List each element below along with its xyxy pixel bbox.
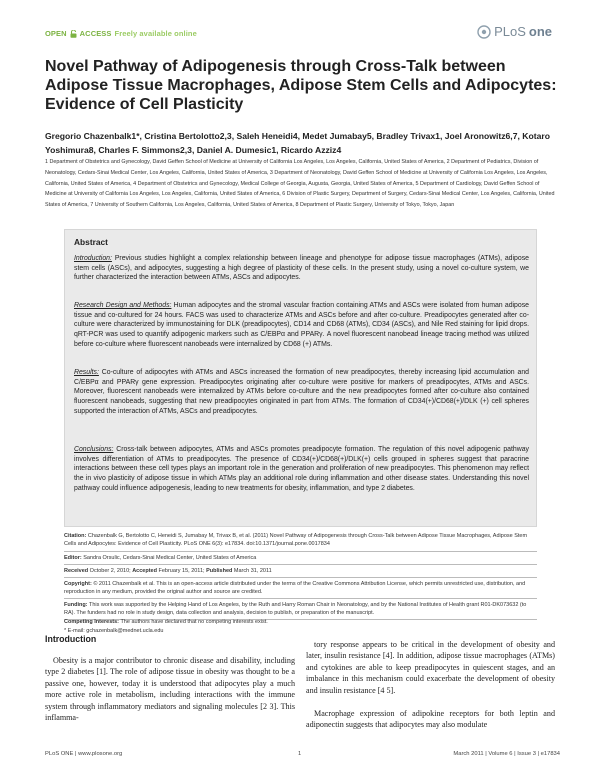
copyright-text: © 2011 Chazenbalk et al. This is an open-access article distributed under the terms of the Creative Commons Attribution License, which permits unrestricted use, distribution, and reproduction in any medium, provided the original author and source are credited. — [64, 581, 526, 596]
open-access-banner — [45, 29, 197, 38]
journal-header — [45, 24, 552, 44]
copyright-label: Copyright: — [64, 581, 92, 587]
competing-label: Competing Interests: — [64, 619, 120, 625]
affiliations: 1 Department of Obstetrics and Gynecology, David Geffen School of Medicine at University of California Los Angeles, Los Angeles, California, United States of America, 2 Department of Pediatrics, Division of Neonatology, Cedars-Sinai Medical Center, Los Angeles, California, United States of America, 3 Department of Neonatology, David Geffen School of Medicine at University of California Los Angeles, Los Angeles, California, United States of America, 4 Department of Obstetrics and Gynecology, Medical College of Georgia, Augusta, Georgia, United States of America, 5 Department of Cardiology, David Geffen School of Medicine at University of California Los Angeles, Los Angeles, California, United States of America, 6 Division of Plastic Surgery, Department of Surgery, Cedars-Sinai Medical Center, Los Angeles, California, United States of America, 7 University of Southern California, Los Angeles, California, United States of America, 8 Department of Plastic Surgery, University of Tokyo, Tokyo, Japan — [45, 159, 555, 209]
oa-free-label: Freely available online — [114, 29, 197, 38]
introduction-heading: Introduction — [45, 634, 97, 644]
design-text: Human adipocytes and the stromal vascular fraction containing ATMs and ASCs were isolated from human adipose tissue and co-cultured for 24 hours. FACS was used to characterize ATMs and ASCs before and after co-culture. Preadipocytes generated after co-culture were characterized by immunostaining for DLK (preadipocytes), CD14 and CD68 (ATMs), CD34 (ASCs), and Nile Red staining for lipid drops. qRT-PCR was used to quantify adipogenic markers such as C/EBPα and PPARγ. A novel fluorescent nanobead lineage tracing method was utilized before co-culture where fluorescent nanobeads were internalized by CD68 (+) ATMs. — [74, 302, 529, 348]
copyright — [64, 580, 537, 597]
competing-text: The authors have declared that no competing interests exist. — [119, 619, 268, 625]
oa-open-label: OPEN — [45, 29, 67, 38]
journal-prefix: PLoS — [494, 24, 526, 39]
conclusions-label: Conclusions: — [74, 446, 114, 453]
published-text: March 31, 2011 — [232, 568, 272, 574]
plos-logo-icon — [477, 25, 491, 39]
footer-journal-url[interactable]: PLoS ONE | www.plosone.org — [45, 751, 123, 757]
accepted-label: Accepted — [132, 568, 157, 574]
dates — [64, 567, 537, 575]
competing-interests — [64, 618, 537, 626]
funding-text: This work was supported by the Helping Hand of Los Angeles, by the Ruth and Harry Roman Chair in Neonatology, and by the National Institutes of Health grant R01-DK073632 (to RA). The funders had no role in study design, data collection and analysis, decision to publish, or preparation of the manuscript. — [64, 602, 527, 617]
received-text: October 2, 2010; — [88, 568, 133, 574]
corresponding-email — [64, 627, 537, 635]
article-title: Novel Pathway of Adipogenesis through Cross-Talk between Adipose Tissue Macrophages, Adipose Stem Cells and Adipocytes: Evidence of Cell Plasticity — [45, 58, 557, 113]
plos-one-logo[interactable] — [477, 24, 552, 39]
abstract-conclusions — [74, 445, 529, 494]
email-address[interactable]: gchazenbalk@mednet.ucla.edu — [84, 628, 164, 634]
meta-divider — [64, 551, 537, 552]
abstract-results — [74, 368, 529, 417]
email-label: * E-mail: — [64, 628, 85, 634]
design-label: Research Design and Methods: — [74, 302, 172, 309]
abstract-introduction — [74, 254, 529, 283]
results-text: Co-culture of adipocytes with ATMs and ASCs increased the formation of new preadipocytes, thereby increasing lipid accumulation and C/EBPα and PPARγ gene expression. Preadipocytes originating after co-culture were positive for markers of preadipocytes, ATMs and ASCs. Moreover, fluorescent nanobeads were internalized by ATMs before co-culture and the new preadipocytes formed after co-culture also contained fluorescent nanobeads, suggesting that new preadipocytes originated in part from ATMs. The formation of CD34(+)/CD68(+)/DLK (+) cell spheres supported the interaction of ATMs, ASCs and preadipocytes. — [74, 369, 529, 415]
citation-text: Chazenbalk G, Bertolotto C, Heneidi S, Jumabay M, Trivax B, et al. (2011) Novel Pathway of Adipogenesis through Cross-Talk between Adipose Tissue Macrophages, Adipose Stem Cells and Adipocytes: Evidence of Cell Plasticity. PLoS ONE 6(3): e17834. doi:10.1371/journal.pone.0017834 — [64, 533, 528, 548]
abstract-box — [64, 229, 537, 527]
funding-label: Funding: — [64, 602, 88, 608]
received-label: Received — [64, 568, 89, 574]
funding — [64, 601, 537, 618]
meta-divider — [64, 598, 537, 599]
oa-access-label: ACCESS — [79, 29, 112, 38]
editor-label: Editor: — [64, 555, 82, 561]
intro-label: Introduction: — [74, 255, 112, 262]
intro-text: Previous studies highlight a complex relationship between lineage and phenotype for adipose tissue macrophages (ATMs), adipose stem cells (ASCs), and adipocytes, suggesting a high degree of plasticity of these cells. In the present study, using a novel co-culture system, we further characterized the interaction between ATMs, ASCs and adipocytes. — [74, 255, 529, 282]
page-number: 1 — [298, 751, 302, 757]
body-right-column-p1: tory response appears to be critical in the development of obesity and later, insulin resistance [4]. In addition, adipose tissue macrophages (ATMs) and cytokines are able to keep preadipocytes in quiescent stages, and an imbalance in this mechanism could exacerbate the development of obesity and insulin resistance [4 5]. — [306, 640, 555, 695]
published-label: Published — [206, 568, 233, 574]
citation — [64, 532, 537, 549]
abstract-heading: Abstract — [74, 237, 108, 247]
editor-text: Sandra Orsulic, Cedars-Sinai Medical Center, United States of America — [81, 555, 257, 561]
body-left-column: Obesity is a major contributor to chronic disease and disability, including type 2 diabetes [1]. The role of adipose tissue in obesity was thought to be a passive one, however, today it is understood that adipocytes play a much more active role in metabolism, including interactions with the immune system through inflammatory mediators and signaling molecules [2 3]. This inflamma- — [45, 656, 295, 723]
meta-divider — [64, 564, 537, 565]
conclusions-text: Cross-talk between adipocytes, ATMs and ASCs promotes preadipocyte formation. The regulation of this novel adipogenic pathway involves differentiation of ATMs to preadipocytes. The presence of CD34(+)/CD68(+)/DLK(+) cells grouped in spheres suggest that paracrine interactions between these cell types plays an important role in the generation and proliferation of new preadipocytes. This phenomenon may reflect the in vivo plasticity of adipose tissue in which ATMs play an additional role during inflammation and other disease states. Understanding this novel pathway could influence adipogenesis, leading to new treatments for obesity, inflammation, and type 2 diabetes. — [74, 446, 529, 492]
author-list: Gregorio Chazenbalk1*, Cristina Bertolotto2,3, Saleh Heneidi4, Medet Jumabay5, Bradley Trivax1, Joel Aronowitz6,7, Kotaro Yoshimura8, Charles F. Simmons2,3, Daniel A. Dumesic1, Ricardo Azziz4 — [45, 131, 550, 155]
footer-issue-info: March 2011 | Volume 6 | Issue 3 | e17834 — [453, 751, 560, 757]
accepted-text: February 15, 2011; — [156, 568, 207, 574]
open-lock-icon — [70, 30, 77, 38]
abstract-design — [74, 301, 529, 350]
body-right-column-p2: Macrophage expression of adipokine receptors for both leptin and adiponectin suggests that adipocytes may also modulate — [306, 709, 555, 730]
citation-label: Citation: — [64, 533, 87, 539]
page-footer — [45, 751, 560, 765]
meta-divider — [64, 577, 537, 578]
editor — [64, 554, 537, 562]
journal-suffix: one — [528, 24, 552, 39]
results-label: Results: — [74, 369, 99, 376]
